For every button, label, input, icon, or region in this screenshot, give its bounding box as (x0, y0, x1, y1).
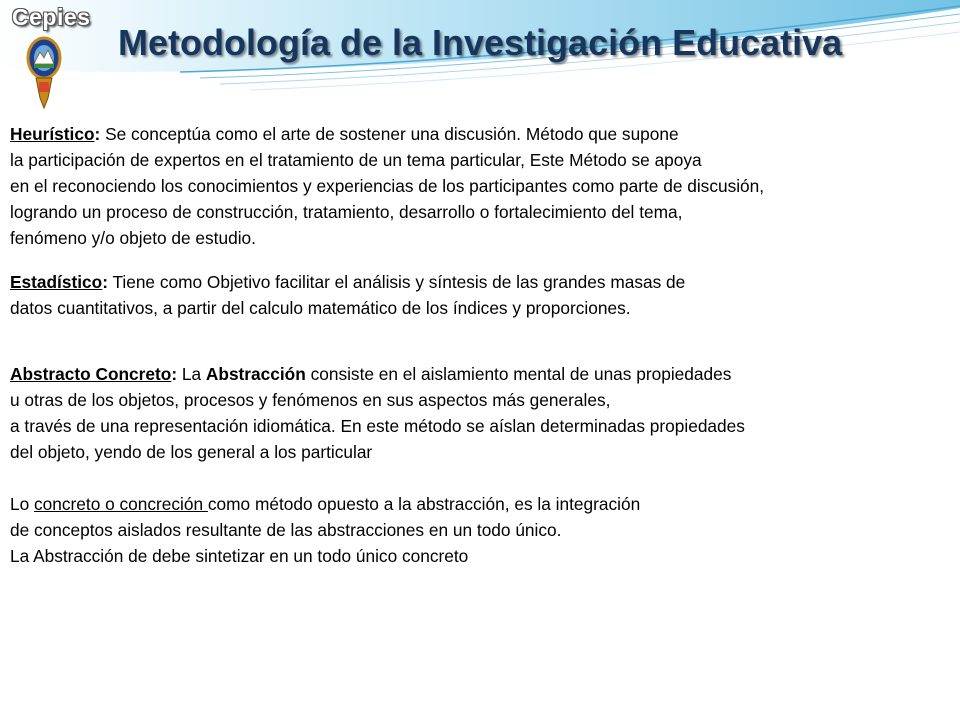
term-abstracto-concreto: Abstracto Concreto (10, 364, 172, 384)
term-colon: : (171, 364, 178, 384)
text-fragment: Tiene como Objetivo facilitar el análisis y síntesis de las grandes masas de (107, 272, 686, 292)
term-colon: : (102, 272, 108, 292)
text-line: fenómeno y/o objeto de estudio. (10, 228, 256, 248)
term-colon: : (94, 124, 101, 144)
text-line: en el reconociendo los conocimientos y experiencias de los participantes como parte de discusión, (10, 176, 765, 196)
paragraph-abstracto-concreto (10, 361, 955, 465)
text-line: datos cuantitativos, a partir del calculo matemático de los índices y proporciones. (10, 298, 631, 318)
slide-title: Metodología de la Investigación Educativa (118, 22, 843, 63)
paragraph-concreto (10, 491, 955, 569)
spacer (10, 251, 955, 269)
brand-logo-text: Cepies (12, 4, 91, 30)
underlined-concreto-concrecion: concreto o concreción (34, 494, 208, 514)
term-heuristico: Heurístico (10, 124, 95, 144)
text-fragment: consiste en el aislamiento mental de unas propiedades (305, 364, 732, 384)
paragraph-heuristico (10, 121, 955, 251)
spacer (10, 321, 955, 361)
text-line (10, 361, 955, 387)
text-fragment: Se conceptúa como el arte de sostener una discusión. Método que supone (100, 124, 679, 144)
paragraph-estadistico (10, 269, 955, 321)
university-seal-icon (24, 32, 64, 112)
spacer (10, 465, 955, 491)
text-line: del objeto, yendo de los general a los particular (10, 442, 373, 462)
text-line: a través de una representación idiomática. En este método se aíslan determinadas propiedades (10, 416, 745, 436)
text-line: de conceptos aislados resultante de las abstracciones en un todo único. (10, 520, 562, 540)
term-estadistico: Estadístico (10, 272, 103, 292)
text-line (10, 269, 955, 295)
text-line: u otras de los objetos, procesos y fenómenos en sus aspectos más generales, (10, 390, 611, 410)
text-line: La Abstracción de debe sintetizar en un todo único concreto (10, 546, 469, 566)
text-fragment: como método opuesto a la abstracción, es la integración (207, 494, 641, 514)
text-fragment: La (177, 364, 206, 384)
text-line (10, 491, 955, 517)
text-fragment: Lo (10, 494, 35, 514)
text-line: la participación de expertos en el tratamiento de un tema particular, Este Método se apoya (10, 150, 702, 170)
text-line (10, 121, 955, 147)
slide-body (10, 121, 955, 569)
bold-word-abstraccion: Abstracción (205, 364, 306, 384)
text-line: logrando un proceso de construcción, tratamiento, desarrollo o fortalecimiento del tema, (10, 202, 683, 222)
